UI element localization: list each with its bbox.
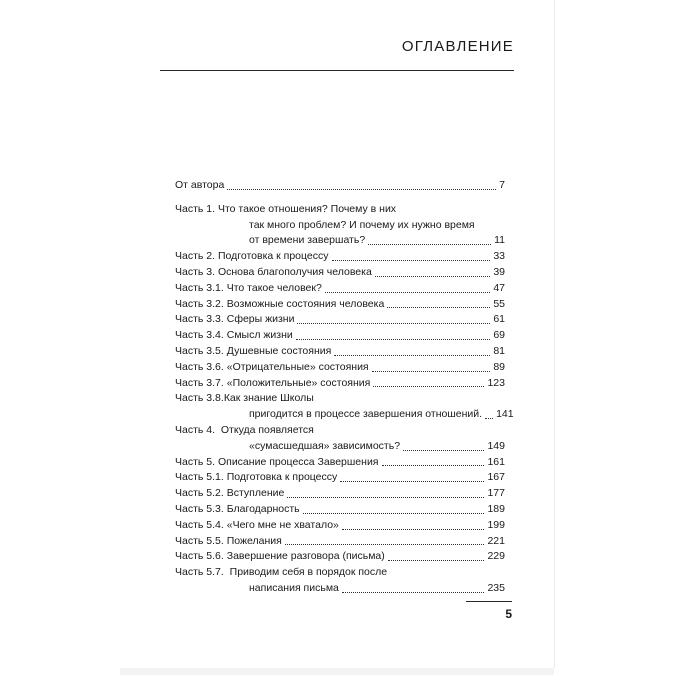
toc-leader-dots	[334, 355, 490, 356]
toc-entry-title-line: пригодится в процессе завершения отношений.	[249, 408, 483, 421]
toc-entry-number: Часть 5.1.	[175, 471, 224, 484]
toc-entry-page: 11	[494, 234, 505, 247]
toc-entry-title: Подготовка к процессу	[217, 250, 329, 263]
toc-entry-part-3-2	[175, 297, 505, 313]
toc-entry-title-line: Что такое отношения? Почему в них	[217, 202, 397, 215]
toc-entry-page: 189	[487, 502, 505, 515]
toc-entry-number: Часть 3.2.	[175, 297, 224, 310]
toc-leader-dots	[388, 560, 485, 561]
toc-leader-dots	[382, 465, 485, 466]
toc-entry-page: 89	[493, 360, 505, 373]
toc-entry-page: 235	[487, 581, 505, 594]
toc-leader-dots	[340, 481, 484, 482]
toc-entry-number: Часть 3.5.	[175, 344, 224, 357]
toc-entry-title: Сферы жизни	[226, 313, 295, 326]
toc-leader-dots	[342, 529, 485, 530]
toc-entry-title: Вступление	[226, 487, 285, 500]
page-shadow	[120, 668, 554, 675]
toc-entry-title: «Отрицательные» состояния	[226, 360, 369, 373]
toc-entry-number: Часть 1.	[175, 202, 216, 215]
toc-entry-author	[175, 178, 505, 194]
toc-entry-title: Благодарность	[226, 502, 300, 515]
toc-entry-page: 55	[493, 297, 505, 310]
toc-leader-dots	[303, 513, 485, 514]
toc-entry-number: Часть 3.1.	[175, 281, 224, 294]
toc-leader-dots	[368, 244, 491, 245]
toc-entry-title-line: Откуда появляется	[220, 423, 314, 436]
toc-entry-number: Часть 4.	[175, 423, 216, 436]
toc-entry-page: 167	[487, 471, 505, 484]
toc-leader-dots	[373, 386, 484, 387]
toc-entry-number: Часть 3.	[175, 265, 216, 278]
toc-entry-page: 141	[496, 408, 514, 421]
toc-entry-part-5-5	[175, 534, 505, 550]
toc-entry-number: Часть 2.	[175, 250, 216, 263]
header-divider	[160, 70, 514, 71]
toc-leader-dots	[372, 371, 491, 372]
toc-entry-title: От автора	[175, 179, 225, 191]
book-page	[120, 0, 555, 668]
toc-entry-title: Возможные состояния человека	[226, 297, 385, 310]
toc-entry-title: Смысл жизни	[226, 329, 293, 342]
table-of-contents	[175, 178, 514, 597]
toc-entry-page: 221	[487, 534, 505, 547]
toc-entry-title: Душевные состояния	[226, 344, 332, 357]
toc-entry-title: Подготовка к процессу	[226, 471, 338, 484]
toc-entry-title-line: так много проблем? И почему их нужно время	[249, 218, 475, 231]
toc-entry-part-4	[175, 423, 505, 455]
toc-entry-number: Часть 3.3.	[175, 313, 224, 326]
toc-entry-page: 47	[493, 281, 505, 294]
toc-entry-title: «Положительные» состояния	[226, 376, 371, 389]
toc-entry-number: Часть 5.2.	[175, 487, 224, 500]
toc-entry-part-3-3	[175, 312, 505, 328]
toc-leader-dots	[296, 339, 491, 340]
toc-leader-dots	[375, 276, 491, 277]
toc-entry-title-line: Как знание Школы	[223, 392, 314, 405]
toc-entry-title-line: написания письма	[249, 581, 339, 594]
toc-entry-title-line: «сумасшедшая» зависимость?	[249, 439, 401, 452]
toc-entry-part-2	[175, 249, 505, 265]
toc-entry-title: Пожелания	[226, 534, 282, 547]
toc-entry-title: «Чего мне не хватало»	[226, 518, 339, 531]
toc-entry-number: Часть 5.3.	[175, 502, 224, 515]
toc-entry-part-3-7	[175, 376, 505, 392]
toc-leader-dots	[332, 260, 491, 261]
toc-entry-page: 39	[493, 265, 505, 278]
toc-entry-part-5	[175, 455, 505, 471]
toc-entry-number: Часть 5.	[175, 455, 216, 468]
toc-leader-dots	[227, 189, 496, 190]
toc-entry-title: Основа благополучия человека	[217, 265, 372, 278]
toc-entry-title: Описание процесса Завершения	[217, 455, 379, 468]
toc-entry-title-line: Приводим себя в порядок после	[229, 566, 388, 579]
toc-entry-part-5-1	[175, 470, 505, 486]
toc-entry-part-5-4	[175, 518, 505, 534]
toc-entry-number: Часть 3.4.	[175, 329, 224, 342]
toc-entry-page: 149	[487, 439, 505, 452]
toc-entry-title: Что такое человек?	[226, 281, 322, 294]
toc-entry-number: Часть 5.6.	[175, 550, 224, 563]
toc-entry-part-3-1	[175, 281, 505, 297]
toc-entry-part-5-2	[175, 486, 505, 502]
toc-leader-dots	[387, 307, 490, 308]
footer-divider	[466, 601, 512, 602]
toc-leader-dots	[403, 450, 484, 451]
toc-leader-dots	[297, 323, 490, 324]
toc-leader-dots	[325, 292, 491, 293]
toc-entry-page: 177	[487, 487, 505, 500]
toc-entry-part-5-6	[175, 549, 505, 565]
toc-entry-part-5-3	[175, 502, 505, 518]
toc-entry-page: 123	[487, 376, 505, 389]
toc-entry-part-3-5	[175, 344, 505, 360]
toc-leader-dots	[285, 544, 485, 545]
toc-entry-number: Часть 3.8.	[175, 392, 224, 405]
toc-entry-page: 61	[493, 313, 505, 326]
toc-entry-page: 199	[487, 518, 505, 531]
toc-entry-number: Часть 5.7.	[175, 566, 224, 579]
toc-entry-part-3-4	[175, 328, 505, 344]
toc-entry-number: Часть 5.5.	[175, 534, 224, 547]
toc-entry-page: 81	[493, 344, 505, 357]
toc-entry-number: Часть 5.4.	[175, 518, 224, 531]
toc-leader-dots	[485, 418, 493, 419]
toc-entry-title: Завершение разговора (письма)	[226, 550, 385, 563]
toc-entry-number: Часть 3.7.	[175, 376, 224, 389]
toc-entry-part-1	[175, 202, 505, 249]
toc-entry-part-3-6	[175, 360, 505, 376]
toc-leader-dots	[287, 497, 484, 498]
toc-leader-dots	[342, 592, 485, 593]
toc-entry-page: 161	[487, 455, 505, 468]
toc-entry-page: 33	[493, 250, 505, 263]
page-number: 5	[505, 607, 512, 621]
page-title: ОГЛАВЛЕНИЕ	[401, 38, 514, 55]
toc-entry-part-5-7	[175, 565, 505, 597]
toc-entry-page: 229	[487, 550, 505, 563]
toc-entry-page: 7	[499, 179, 505, 191]
toc-entry-page: 69	[493, 329, 505, 342]
toc-entry-part-3	[175, 265, 505, 281]
toc-entry-number: Часть 3.6.	[175, 360, 224, 373]
toc-entry-part-3-8	[175, 391, 514, 423]
toc-entry-title-line: от времени завершать?	[249, 234, 366, 247]
